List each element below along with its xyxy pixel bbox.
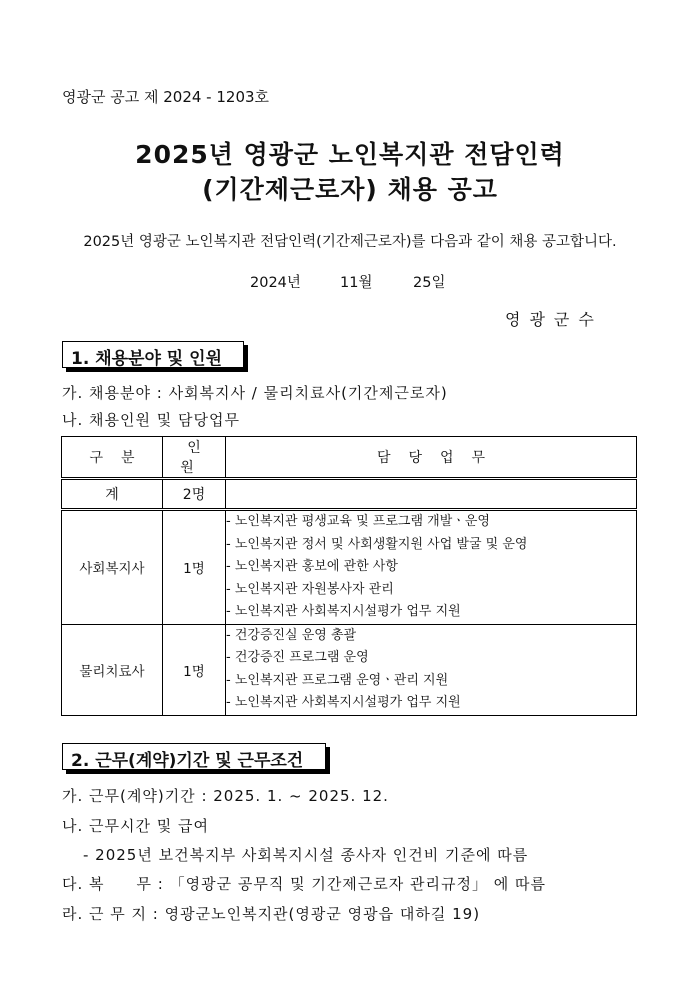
duty-item: - 노인복지관 프로그램 운영ㆍ관리 지원	[226, 672, 449, 688]
header-duties: 담당업무	[226, 437, 637, 479]
table-row	[62, 510, 637, 625]
row-count: 1명	[163, 624, 226, 715]
total-label: 계	[62, 479, 163, 510]
table-total-row	[62, 479, 637, 510]
hours-pay-detail: - 2025년 보건복지부 사회복지시설 종사자 인건비 기준에 따름	[83, 846, 529, 864]
document-title-line2: (기간제근로자) 채용 공고	[202, 175, 498, 204]
duty-item: - 노인복지관 사회복지시설평가 업무 지원	[226, 604, 461, 619]
notice-number: 영광군 공고 제 2024 - 1203호	[62, 88, 270, 106]
row-duties	[226, 624, 637, 715]
duty-item: - 건강증진실 운영 총괄	[226, 627, 357, 643]
staffing-label: 나. 채용인원 및 담당업무	[62, 411, 240, 429]
date-day: 25일	[413, 275, 446, 291]
date-year: 2024년	[250, 275, 301, 291]
intro-text: 2025년 영광군 노인복지관 전담인력(기간제근로자)를 다음과 같이 채용 공고합니다.	[83, 234, 617, 250]
recruitment-table	[61, 436, 637, 716]
hours-pay-label: 나. 근무시간 및 급여	[62, 817, 209, 835]
total-count: 2명	[163, 479, 226, 510]
recruitment-field: 가. 채용분야 : 사회복지사 / 물리치료사(기간제근로자)	[62, 384, 448, 402]
table-row	[62, 624, 637, 715]
table-header-row	[62, 437, 637, 479]
row-category: 사회복지사	[62, 510, 163, 625]
duty-item: - 노인복지관 사회복지시설평가 업무 지원	[226, 695, 461, 710]
workplace: 라. 근 무 지 : 영광군노인복지관(영광군 영광읍 대하길 19)	[62, 905, 481, 923]
header-count: 인원	[163, 437, 226, 479]
date-month: 11월	[340, 275, 373, 291]
duty-item: - 건강증진 프로그램 운영	[226, 650, 369, 665]
row-count: 1명	[163, 510, 226, 625]
service-rules: 다. 복 무 : 「영광군 공무직 및 기간제근로자 관리규정」 에 따름	[62, 875, 547, 893]
row-duties	[226, 510, 637, 625]
header-category: 구분	[62, 437, 163, 479]
duty-item: - 노인복지관 자원봉사자 관리	[226, 581, 394, 597]
issuer: 영광군수	[505, 310, 603, 329]
document-title-line1: 2025년 영광군 노인복지관 전담인력	[135, 140, 565, 169]
duty-item: - 노인복지관 정서 및 사회생활지원 사업 발굴 및 운영	[226, 536, 528, 552]
duty-item: - 노인복지관 홍보에 관한 사항	[226, 559, 398, 574]
total-empty	[226, 479, 637, 510]
row-category: 물리치료사	[62, 624, 163, 715]
section1-heading: 1. 채용분야 및 인원	[62, 341, 244, 368]
contract-period: 가. 근무(계약)기간 : 2025. 1. ~ 2025. 12.	[62, 787, 389, 805]
section2-heading: 2. 근무(계약)기간 및 근무조건	[62, 743, 326, 770]
duty-item: - 노인복지관 평생교육 및 프로그램 개발ㆍ운영	[226, 514, 490, 529]
